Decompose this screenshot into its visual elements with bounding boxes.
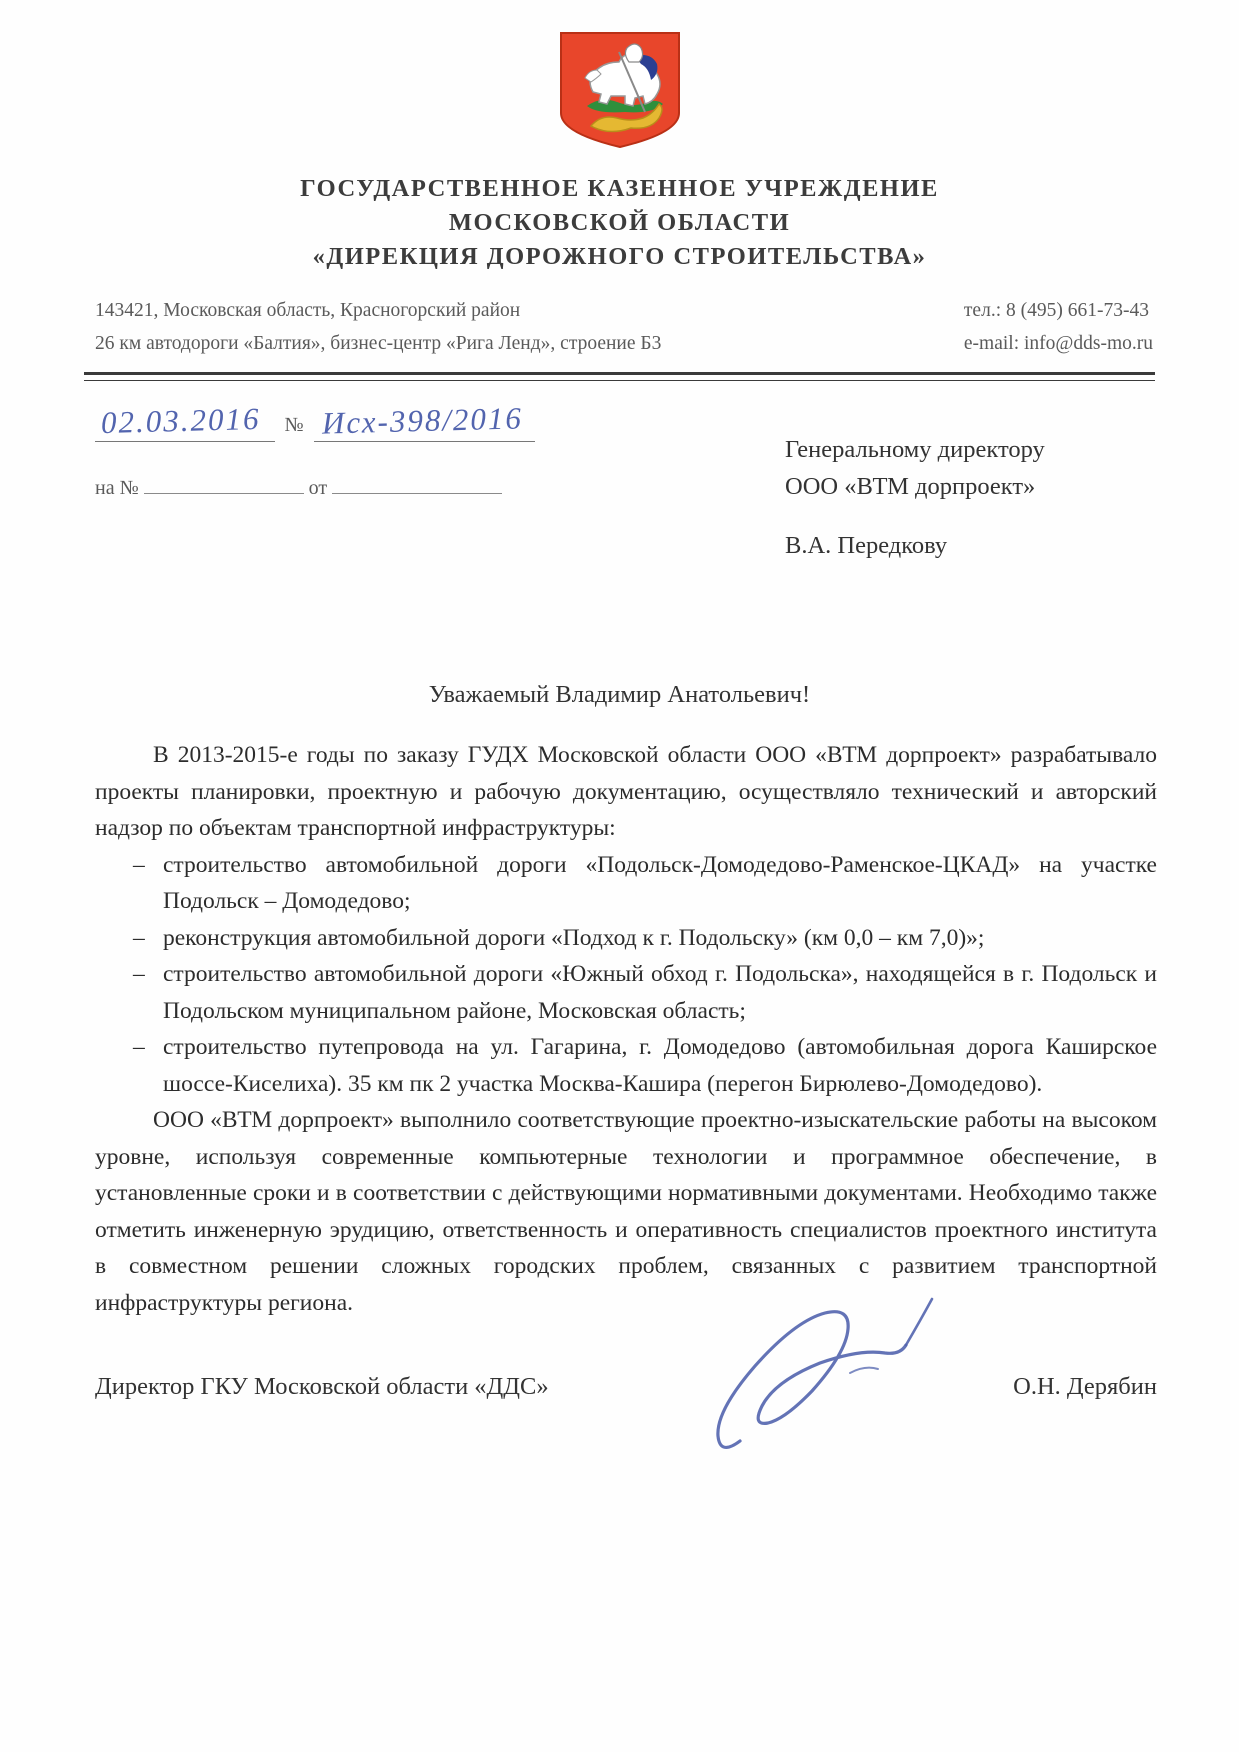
signature-row: [0, 1373, 1239, 1401]
org-contacts: [964, 294, 1153, 360]
reply-number-blank: [144, 473, 304, 494]
org-line1: ГОСУДАРСТВЕННОЕ КАЗЕННОЕ УЧРЕЖДЕНИЕ: [300, 175, 939, 202]
reply-prefix-label: на №: [95, 477, 139, 499]
signer-position: Директор ГКУ Московской области «ДДС»: [95, 1373, 549, 1400]
signer-name: О.Н. Дерябин: [1013, 1373, 1157, 1400]
reply-reference-row: [95, 473, 502, 500]
reference-zone: [0, 381, 1239, 681]
list-item-text: реконструкция автомобильной дороги «Подход к г. Подольску» (км 0,0 – км 7,0)»;: [163, 924, 985, 951]
list-item: [133, 920, 1157, 957]
number-sign: №: [284, 414, 304, 436]
org-header: [0, 172, 1239, 274]
list-item-text: строительство путепровода на ул. Гагарина, г. Домодедово (автомобильная дорога Каширское шоссе-Киселиха). 35 км пк 2 участка Москва-Кашира (перегон Бирюлево-Домодедово).: [163, 1034, 1157, 1097]
list-item-text: строительство автомобильной дороги «Подольск-Домодедово-Раменское-ЦКАД» на участке Подольск – Домодедово;: [163, 851, 1157, 914]
list-item: [133, 1029, 1157, 1102]
header-divider: [84, 372, 1155, 381]
org-line2: МОСКОВСКОЙ ОБЛАСТИ: [448, 209, 791, 236]
contact-row: [0, 274, 1239, 360]
recipient-block: [785, 431, 1045, 564]
dash-marker: –: [133, 924, 145, 951]
dash-marker: –: [133, 1034, 145, 1060]
org-line3: «ДИРЕКЦИЯ ДОРОЖНОГО СТРОИТЕЛЬСТВА»: [312, 243, 927, 270]
emblem-container: [0, 0, 1239, 150]
letter-body: [0, 737, 1239, 1321]
address-line2: 26 км автодороги «Балтия», бизнес-центр «Рига Ленд», строение Б3: [95, 333, 662, 354]
list-item: [133, 847, 1157, 920]
dash-marker: –: [133, 851, 145, 878]
projects-list: [95, 847, 1157, 1103]
recipient-company: ООО «ВТМ дорпроект»: [785, 473, 1036, 500]
recipient-name: В.А. Передкову: [785, 532, 948, 559]
outgoing-reference-row: [95, 400, 535, 442]
handwritten-date: 02.03.2016: [100, 400, 261, 441]
paragraph-2: ООО «ВТМ дорпроект» выполнило соответствующие проектно-изыскательские работы на высоком уровне, используя современные компьютерные технологии и программное обеспечение, в установленные сроки и в соответствии с действующими нормативными документами. Необходимо также отметить инженерную эрудицию, ответственность и оперативность специалистов проектного института в совместном решении сложных городских проблем, связанных с развитием транспортной инфраструктуры региона.: [95, 1107, 1157, 1316]
reply-date-blank: [332, 473, 502, 494]
handwritten-outgoing-number: Исх-398/2016: [321, 400, 523, 441]
phone-line: тел.: 8 (495) 661-73-43: [963, 300, 1149, 321]
salutation: Уважаемый Владимир Анатольевич!: [428, 681, 811, 708]
coat-of-arms-moscow-oblast-icon: [557, 30, 683, 150]
org-address: [95, 294, 661, 360]
list-item-text: строительство автомобильной дороги «Южный обход г. Подольска», находящейся в г. Подольск и Подольском муниципальном районе, Московская область;: [163, 961, 1157, 1024]
recipient-title: Генеральному директору: [785, 436, 1045, 463]
reply-from-label: от: [308, 477, 328, 499]
list-item: [133, 956, 1157, 1029]
email-line: e-mail: info@dds-mo.ru: [963, 333, 1153, 354]
address-line1: 143421, Московская область, Красногорский район: [95, 300, 521, 321]
paragraph-1: В 2013-2015-е годы по заказу ГУДХ Московской области ООО «ВТМ дорпроект» разрабатывало проекты планировки, проектную и рабочую документацию, осуществляло технический и авторский надзор по объектам транспортной инфраструктуры:: [95, 742, 1157, 841]
dash-marker: –: [133, 961, 145, 987]
